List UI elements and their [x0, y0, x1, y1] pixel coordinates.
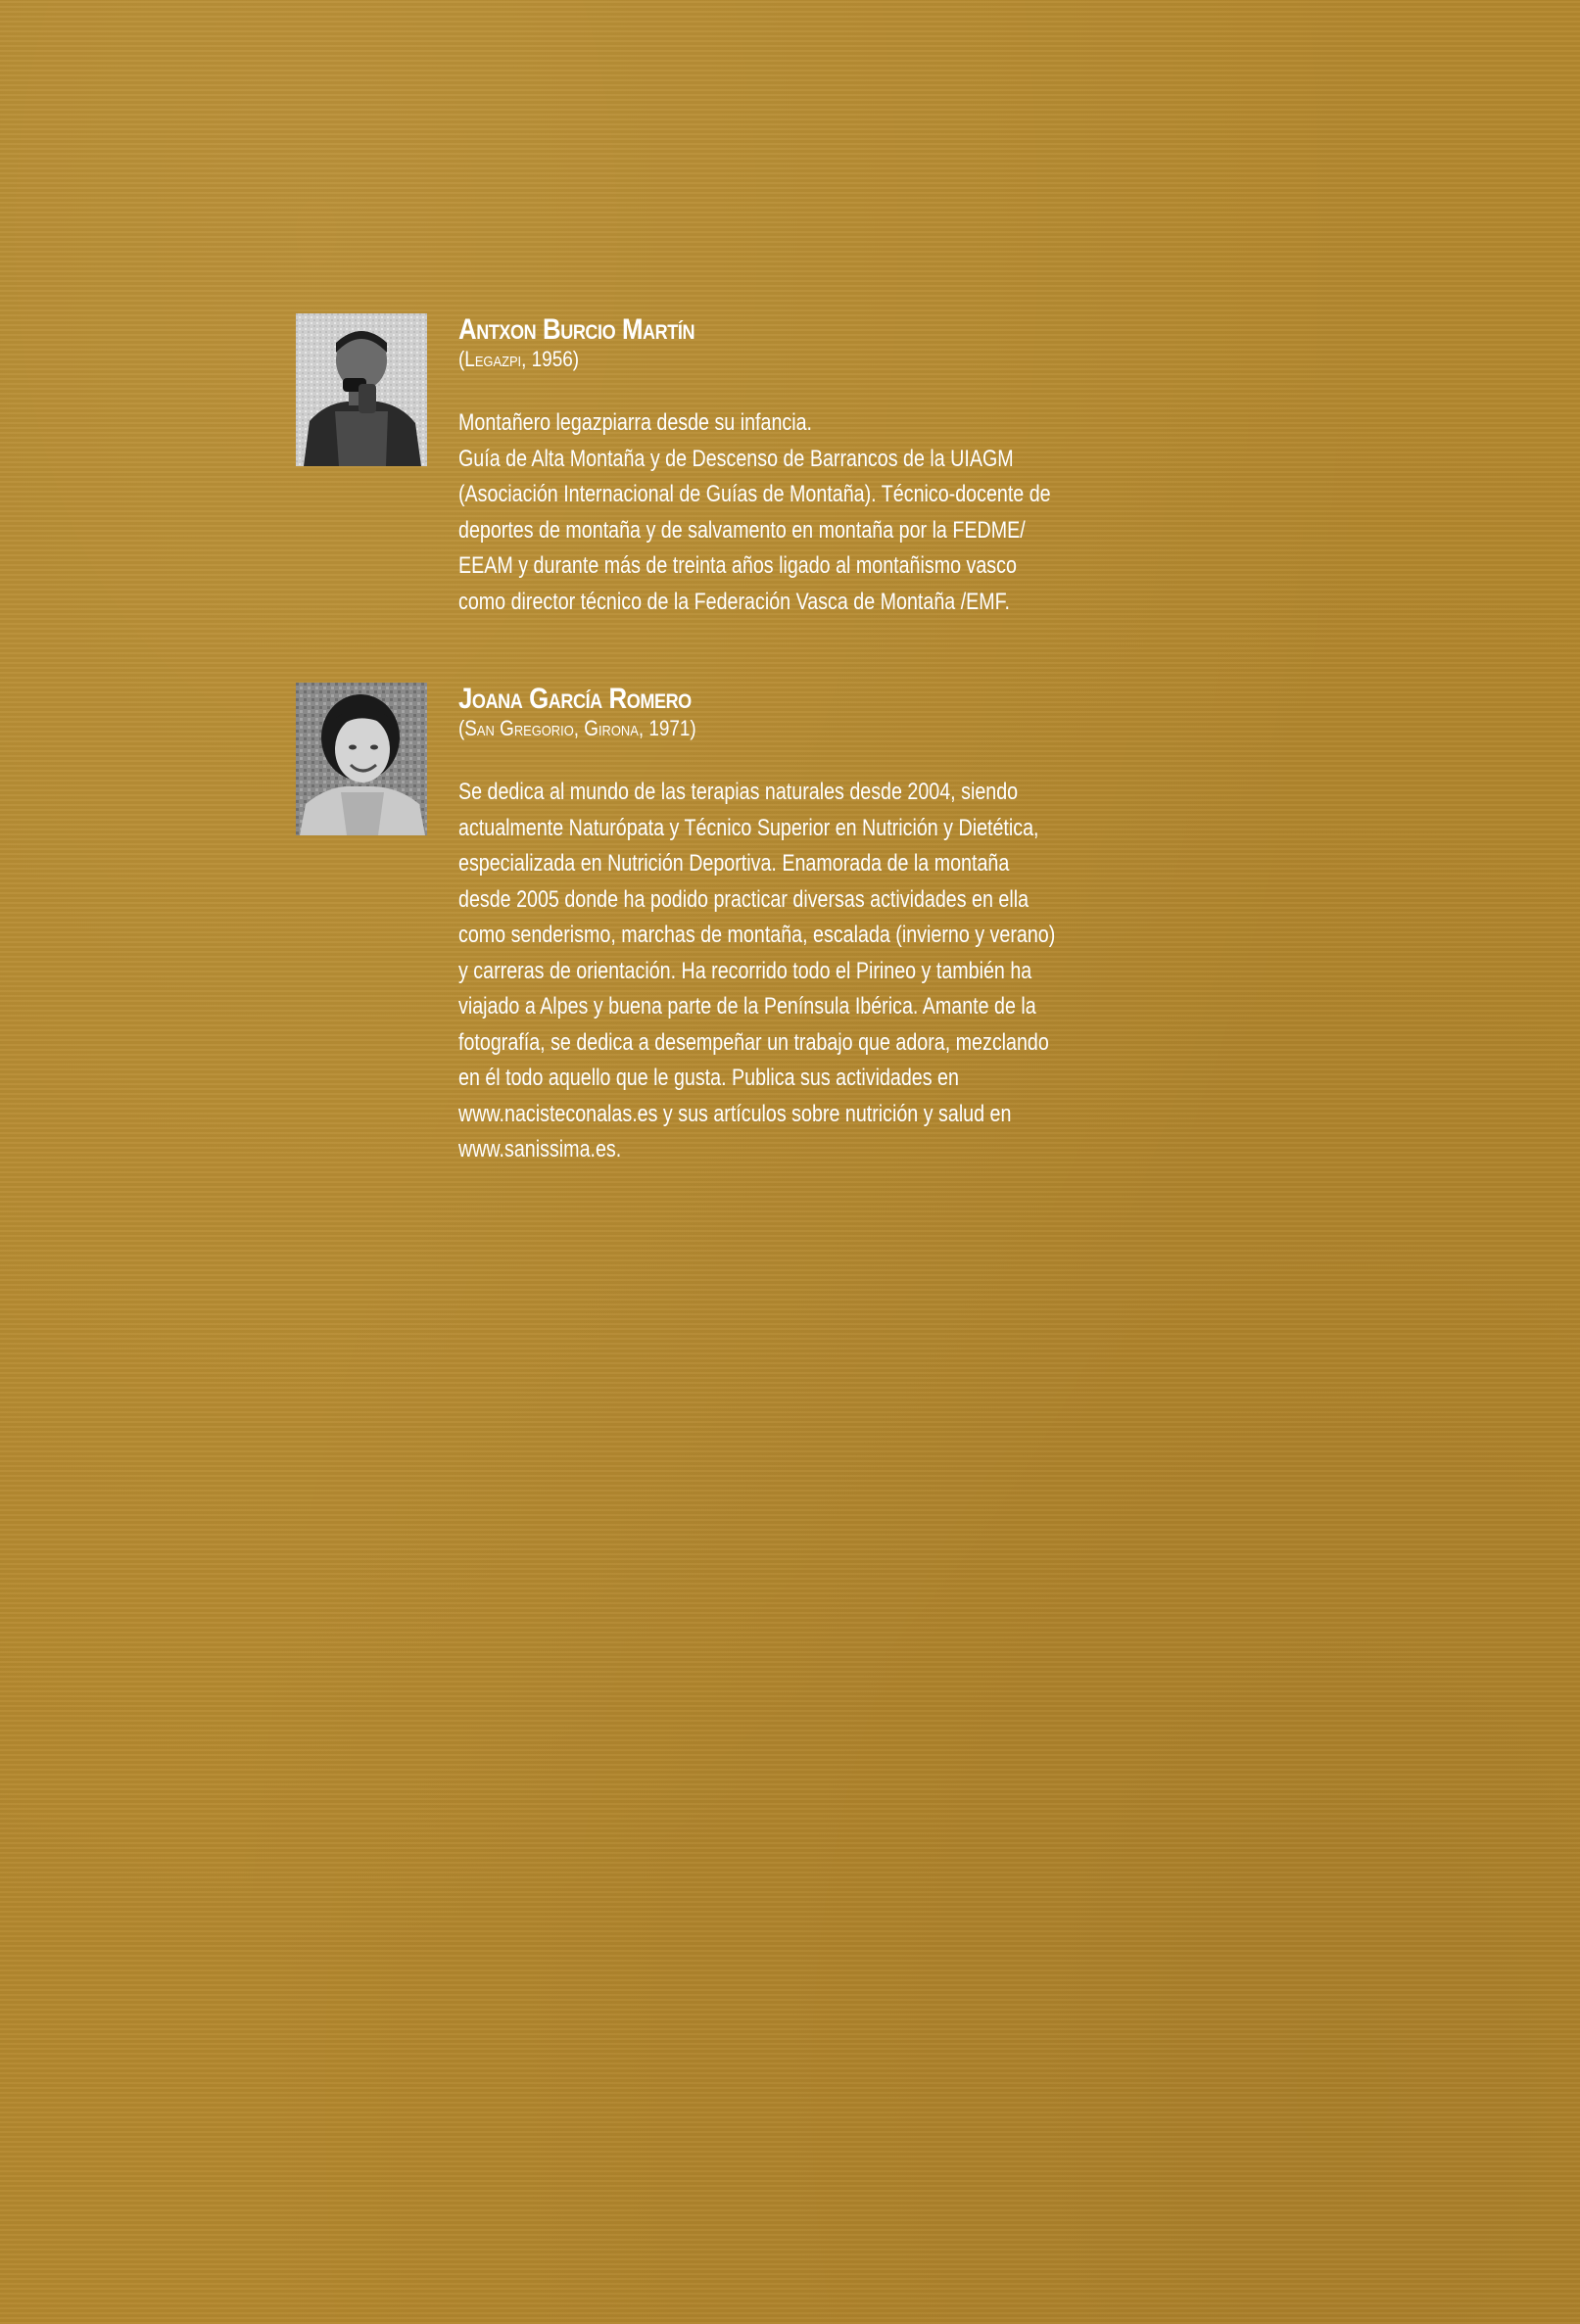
bio-line: (Asociación Internacional de Guías de Montaña). Técnico-docente de — [458, 481, 1051, 507]
bio-line: Se dedica al mundo de las terapias naturales desde 2004, siendo — [458, 779, 1019, 805]
bio-line: como senderismo, marchas de montaña, escalada (invierno y verano) — [458, 922, 1056, 948]
bio-line: www.sanissima.es. — [458, 1136, 622, 1162]
bio-line: Montañero legazpiarra desde su infancia. — [458, 409, 813, 436]
author-photo-antxon — [296, 313, 427, 466]
author-photo-joana — [296, 683, 427, 835]
author-text-joana — [458, 683, 1164, 1168]
bio-line: y carreras de orientación. Ha recorrido todo el Pirineo y también ha — [458, 957, 1032, 984]
bio-line: como director técnico de la Federación Vasca de Montaña /EMF. — [458, 588, 1010, 615]
bio-line: desde 2005 donde ha podido practicar diversas actividades en ella — [458, 885, 1029, 913]
bio-line: en él todo aquello que le gusta. Publica sus actividades en — [458, 1065, 959, 1091]
author-bio-text — [458, 775, 1164, 1168]
bio-line: viajado a Alpes y buena parte de la Península Ibérica. Amante de la — [458, 993, 1036, 1020]
author-origin: (San Gregorio, Girona, 1971) — [458, 716, 696, 740]
bio-line: www.nacisteconalas.es y sus artículos sobre nutrición y salud en — [458, 1100, 1012, 1127]
author-text-antxon — [458, 313, 1164, 620]
bio-line: Guía de Alta Montaña y de Descenso de Barrancos de la UIAGM — [458, 445, 1014, 472]
bio-line: deportes de montaña y de salvamento en montaña por la FEDME/ — [458, 516, 1026, 544]
bio-line: fotografía, se dedica a desempeñar un trabajo que adora, mezclando — [458, 1028, 1049, 1056]
author-origin: (Legazpi, 1956) — [458, 347, 580, 371]
author-bio-text — [458, 405, 1164, 620]
bio-line: EEAM y durante más de treinta años ligado al montañismo vasco — [458, 552, 1017, 579]
bio-line: actualmente Naturópata y Técnico Superior en Nutrición y Dietética, — [458, 814, 1039, 841]
author-name: Antxon Burcio Martín — [458, 313, 695, 346]
author-name: Joana García Romero — [458, 683, 692, 715]
bio-line: especializada en Nutrición Deportiva. Enamorada de la montaña — [458, 850, 1010, 877]
